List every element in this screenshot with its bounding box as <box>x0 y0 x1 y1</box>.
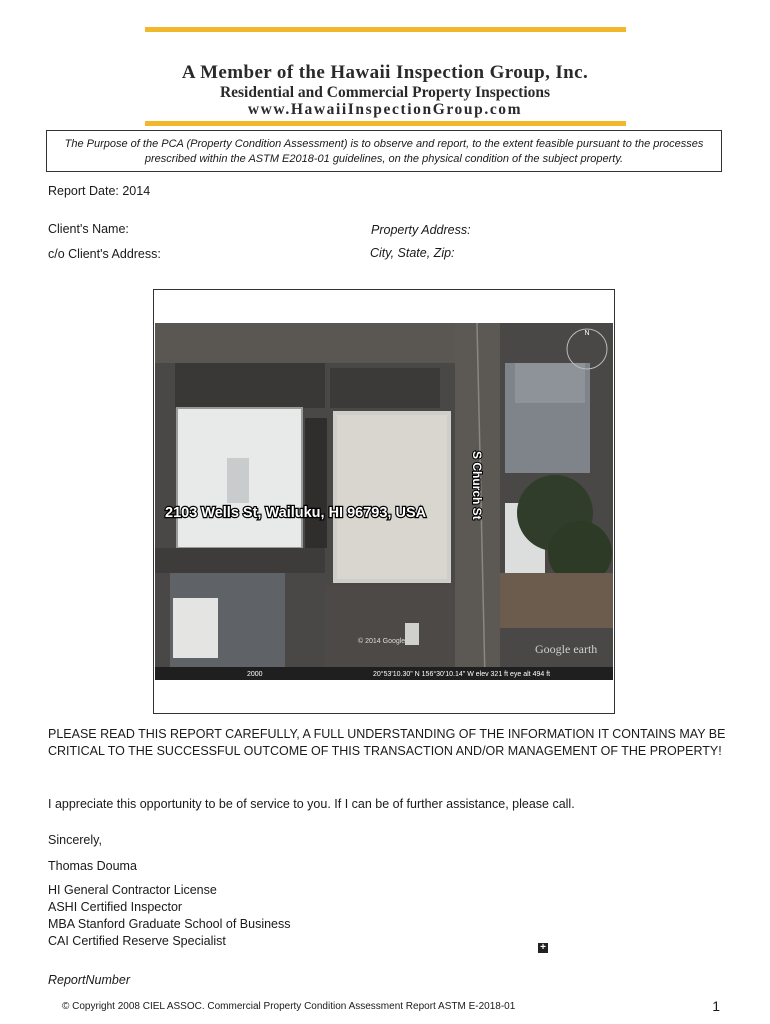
credential-item: MBA Stanford Graduate School of Business <box>48 917 291 931</box>
street-overlay: S Church St <box>470 451 484 520</box>
city-state-zip-label: City, State, Zip: <box>370 246 455 260</box>
purpose-line-2: prescribed within the ASTM E2018-01 guidelines, on the physical condition of the subject property. <box>144 153 624 165</box>
client-name-label: Client's Name: <box>48 222 129 236</box>
aerial-photo <box>155 323 613 680</box>
property-address-label: Property Address: <box>371 223 471 237</box>
plus-icon[interactable]: + <box>538 943 548 953</box>
imagery-year: 2000 <box>247 671 263 678</box>
signer-name: Thomas Douma <box>48 859 137 873</box>
header-website: www.HawaiiInspectionGroup.com <box>247 101 523 118</box>
credential-item: CAI Certified Reserve Specialist <box>48 934 226 948</box>
header-bottom-rule <box>145 121 626 126</box>
header-subtitle: Residential and Commercial Property Inspections <box>219 84 551 101</box>
header-title: A Member of the Hawaii Inspection Group, Inc. <box>181 62 589 83</box>
google-earth-logo: Google earth <box>535 642 598 656</box>
credential-item: HI General Contractor License <box>48 883 217 897</box>
appreciation-line: I appreciate this opportunity to be of service to you. If I can be of further assistance, please call. <box>48 797 575 811</box>
report-date: Report Date: 2014 <box>48 184 151 198</box>
purpose-box <box>46 130 722 172</box>
compass-north: N <box>584 330 590 337</box>
imagery-copyright: © 2014 Google <box>358 638 406 645</box>
report-number: ReportNumber <box>48 973 130 987</box>
client-address-label: c/o Client's Address: <box>48 247 161 261</box>
credentials-list <box>48 882 728 950</box>
purpose-line-1: The Purpose of the PCA (Property Condition Assessment) is to observe and report, to the extent feasible pursuant to the processes <box>64 138 704 150</box>
closing-line: Sincerely, <box>48 833 102 847</box>
coordinate-readout: 20°53'10.30" N 156°30'10.14" W elev 321 ft eye alt 494 ft <box>373 671 551 678</box>
footer-copyright: © Copyright 2008 CIEL ASSOC. Commercial Property Condition Assessment Report ASTM E-2018-01 <box>62 1001 516 1012</box>
header-top-rule <box>145 27 626 32</box>
address-overlay: 2103 Wells St, Wailuku, HI 96793, USA <box>165 505 427 521</box>
notice-paragraph: PLEASE READ THIS REPORT CAREFULLY, A FULL UNDERSTANDING OF THE INFORMATION IT CONTAINS MAY BE CRITICAL TO THE SUCCESSFUL OUTCOME OF THIS TRANSACTION AND/OR MANAGEMENT OF THE PROPERTY! <box>48 727 726 758</box>
credential-item: ASHI Certified Inspector <box>48 900 183 914</box>
page-number: 1 <box>712 998 720 1014</box>
